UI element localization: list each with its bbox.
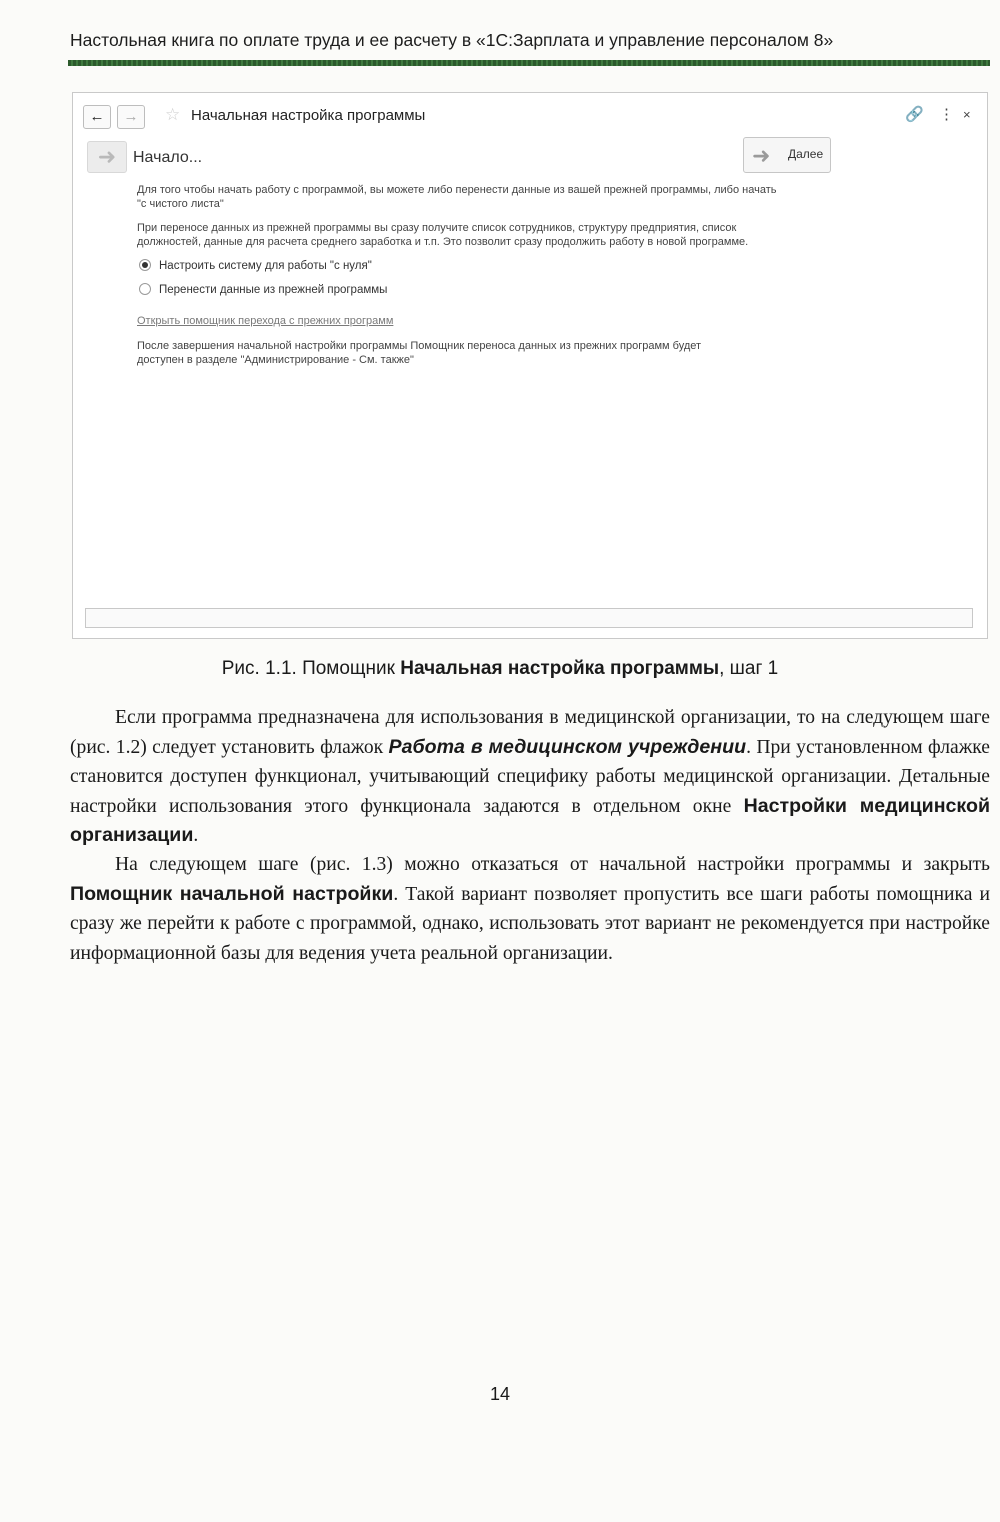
caption-suffix: , шаг 1: [719, 658, 779, 679]
figure-caption: [0, 658, 1000, 680]
transfer-text-line-2: должностей, данные для расчета среднего заработка и т.п. Это позволит сразу продолжить работу в новой программе.: [137, 236, 749, 248]
header-rule: [68, 60, 990, 66]
arrow-right-icon: ➜: [752, 143, 771, 168]
program-window-screenshot: [72, 92, 988, 639]
star-icon[interactable]: ☆: [165, 105, 181, 124]
arrow-left-icon[interactable]: ←: [83, 105, 111, 129]
transition-helper-link[interactable]: Открыть помощник перехода с прежних программ: [137, 315, 394, 327]
arrow-left-icon: ➜: [97, 144, 117, 169]
text-run: Если программа предназначена для использования в медицинской организации, то на следующем шаге (рис. 1.2) следует установить флажок: [70, 707, 990, 758]
intro-text-line-1: Для того чтобы начать работу с программой, вы можете либо перенести данные из вашей прежней программы, либо начать: [137, 184, 777, 196]
arrow-right-icon[interactable]: →: [117, 105, 145, 129]
radio-selected-icon: [139, 259, 151, 271]
running-head: Настольная книга по оплате труда и ее расчету в «1С:Зарплата и управление персоналом 8»: [70, 30, 834, 50]
after-setup-text-line-1: После завершения начальной настройки программы Помощник переноса данных из прежних программ будет: [137, 340, 702, 352]
emphasis-term: Работа в медицинском учреждении: [388, 735, 747, 758]
text-run: На следующем шаге (рис. 1.3) можно отказаться от начальной настройки программы и закрыть: [115, 854, 990, 875]
more-icon[interactable]: ⋮: [939, 106, 954, 123]
radio-transfer-data[interactable]: [139, 283, 387, 296]
radio-label: Перенести данные из прежней программы: [159, 284, 388, 296]
link-icon[interactable]: 🔗: [905, 106, 924, 123]
text-run: . Такой вариант позволяет пропустить все шаги работы помощника и сразу же перейти к работе с программой, однако, использовать этот вариант не рекомендуется при настройке информационной базы для ведения учета реальной организации.: [70, 883, 990, 964]
window-title: Начальная настройка программы: [191, 107, 426, 124]
radio-start-from-scratch[interactable]: [139, 259, 372, 272]
status-bar: [85, 608, 973, 628]
text-run: .: [193, 825, 199, 846]
close-icon[interactable]: ×: [963, 107, 971, 122]
step-title: Начало...: [133, 149, 203, 166]
transfer-text-line-1: При переносе данных из прежней программы вы сразу получите список сотрудников, структуру предприятия, список: [137, 222, 737, 234]
intro-text-line-2: "с чистого листа": [137, 198, 224, 210]
radio-empty-icon: [139, 283, 151, 295]
body-paragraph-2: [70, 850, 990, 968]
body-paragraph-1: [70, 703, 990, 851]
next-button[interactable]: [743, 137, 831, 173]
text-run: . При установленном флажке становится доступен функционал, учитывающий специфику работы медицинской организации. Детальные настройки использования этого функционала задаются в отдельном окне: [70, 736, 990, 817]
after-setup-text-line-2: доступен в разделе "Администрирование - См. также": [137, 354, 414, 366]
step-back-button[interactable]: [87, 141, 127, 173]
next-button-label: Далее: [788, 147, 824, 161]
bold-term: Помощник начальной настройки: [70, 882, 394, 905]
caption-prefix: Рис. 1.1. Помощник: [221, 658, 401, 679]
radio-label: Настроить систему для работы "с нуля": [159, 260, 372, 272]
caption-bold: Начальная настройка программы: [400, 658, 720, 679]
page-number: 14: [489, 1384, 511, 1404]
bold-term: Настройки медицинской организации: [70, 794, 990, 846]
